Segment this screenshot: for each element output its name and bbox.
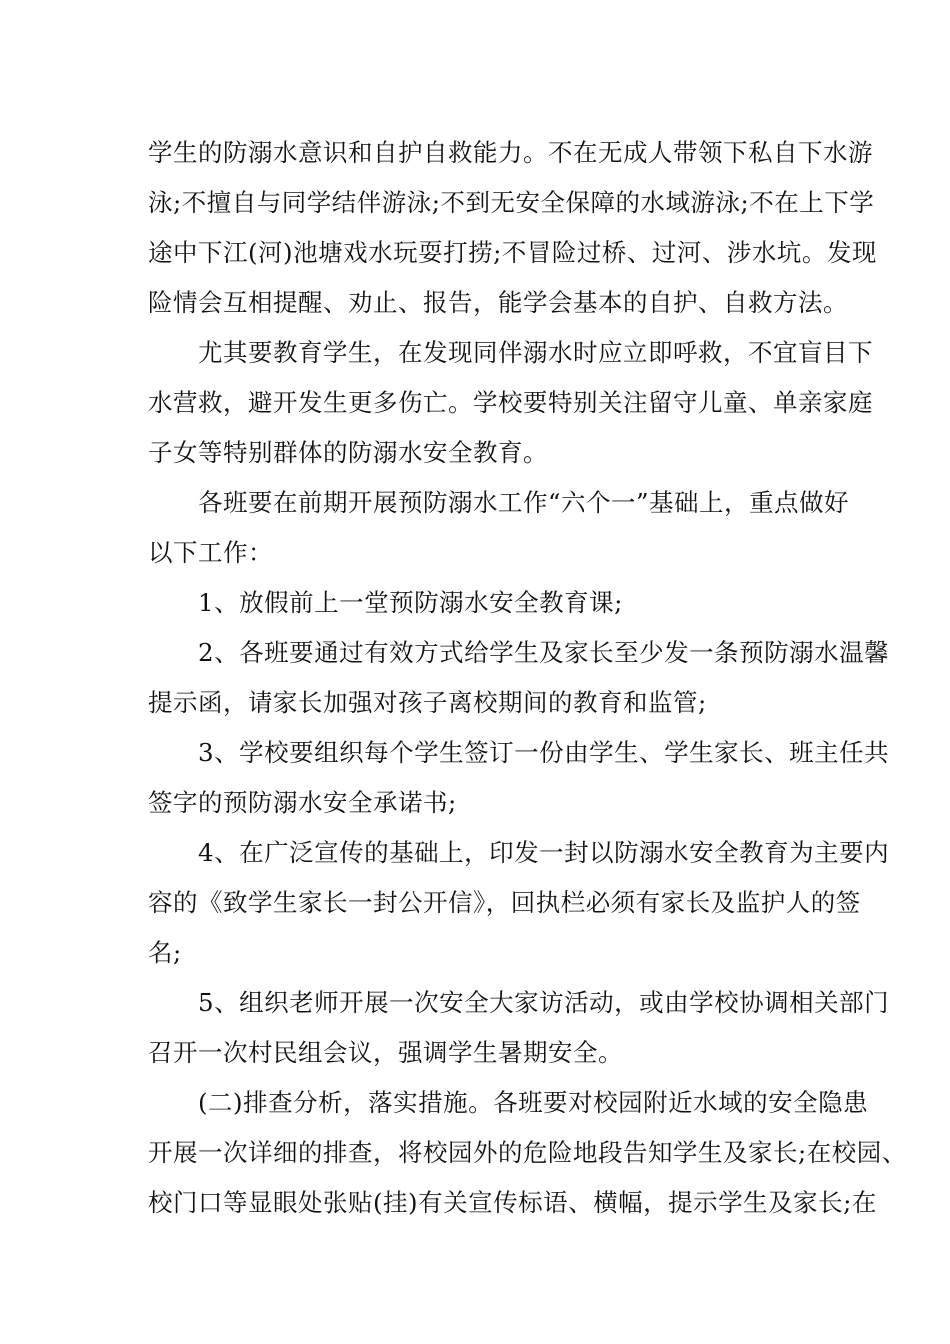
text-line: 1、放假前上一堂预防溺水安全教育课; <box>148 588 623 617</box>
text-line: 2、各班要通过有效方式给学生及家长至少发一条预防溺水温馨 <box>148 638 890 667</box>
text-line: 各班要在前期开展预防溺水工作“六个一”基础上，重点做好 <box>148 488 850 517</box>
text-line: 提示函，请家长加强对孩子离校期间的教育和监管; <box>148 688 707 717</box>
text-line: 子女等特别群体的防溺水安全教育。 <box>148 438 548 467</box>
text-line: 开展一次详细的排查，将校园外的危险地段告知学生及家长;在校园、 <box>148 1138 907 1167</box>
text-line: 容的《致学生家长一封公开信》，回执栏必须有家长及监护人的签 <box>148 888 861 917</box>
text-line: 召开一次村民组会议，强调学生暑期安全。 <box>148 1038 623 1067</box>
text-line: 名; <box>148 938 182 967</box>
text-line: 校门口等显眼处张贴(挂)有关宣传标语、横幅，提示学生及家长;在 <box>148 1188 877 1217</box>
text-line: 3、学校要组织每个学生签订一份由学生、学生家长、班主任共 <box>148 738 890 767</box>
text-line: 途中下江(河)池塘戏水玩耍打捞;不冒险过桥、过河、涉水坑。发现 <box>148 238 877 267</box>
text-line: 险情会互相提醒、劝止、报告，能学会基本的自护、自救方法。 <box>148 288 848 317</box>
text-line: 水营救，避开发生更多伤亡。学校要特别关注留守儿童、单亲家庭 <box>148 388 873 417</box>
text-line: 5、组织老师开展一次安全大家访活动，或由学校协调相关部门 <box>148 988 890 1017</box>
text-line: 4、在广泛宣传的基础上，印发一封以防溺水安全教育为主要内 <box>148 838 890 867</box>
text-line: 签字的预防溺水安全承诺书; <box>148 788 457 817</box>
text-line: (二)排查分析，落实措施。各班要对校园附近水域的安全隐患 <box>148 1088 869 1117</box>
text-line: 以下工作： <box>148 538 273 567</box>
text-line: 泳;不擅自与同学结伴游泳;不到无安全保障的水域游泳;不在上下学 <box>148 188 875 217</box>
text-line: 学生的防溺水意识和自护自救能力。不在无成人带领下私自下水游 <box>148 138 873 167</box>
text-line: 尤其要教育学生，在发现同伴溺水时应立即呼救，不宜盲目下 <box>148 338 873 367</box>
